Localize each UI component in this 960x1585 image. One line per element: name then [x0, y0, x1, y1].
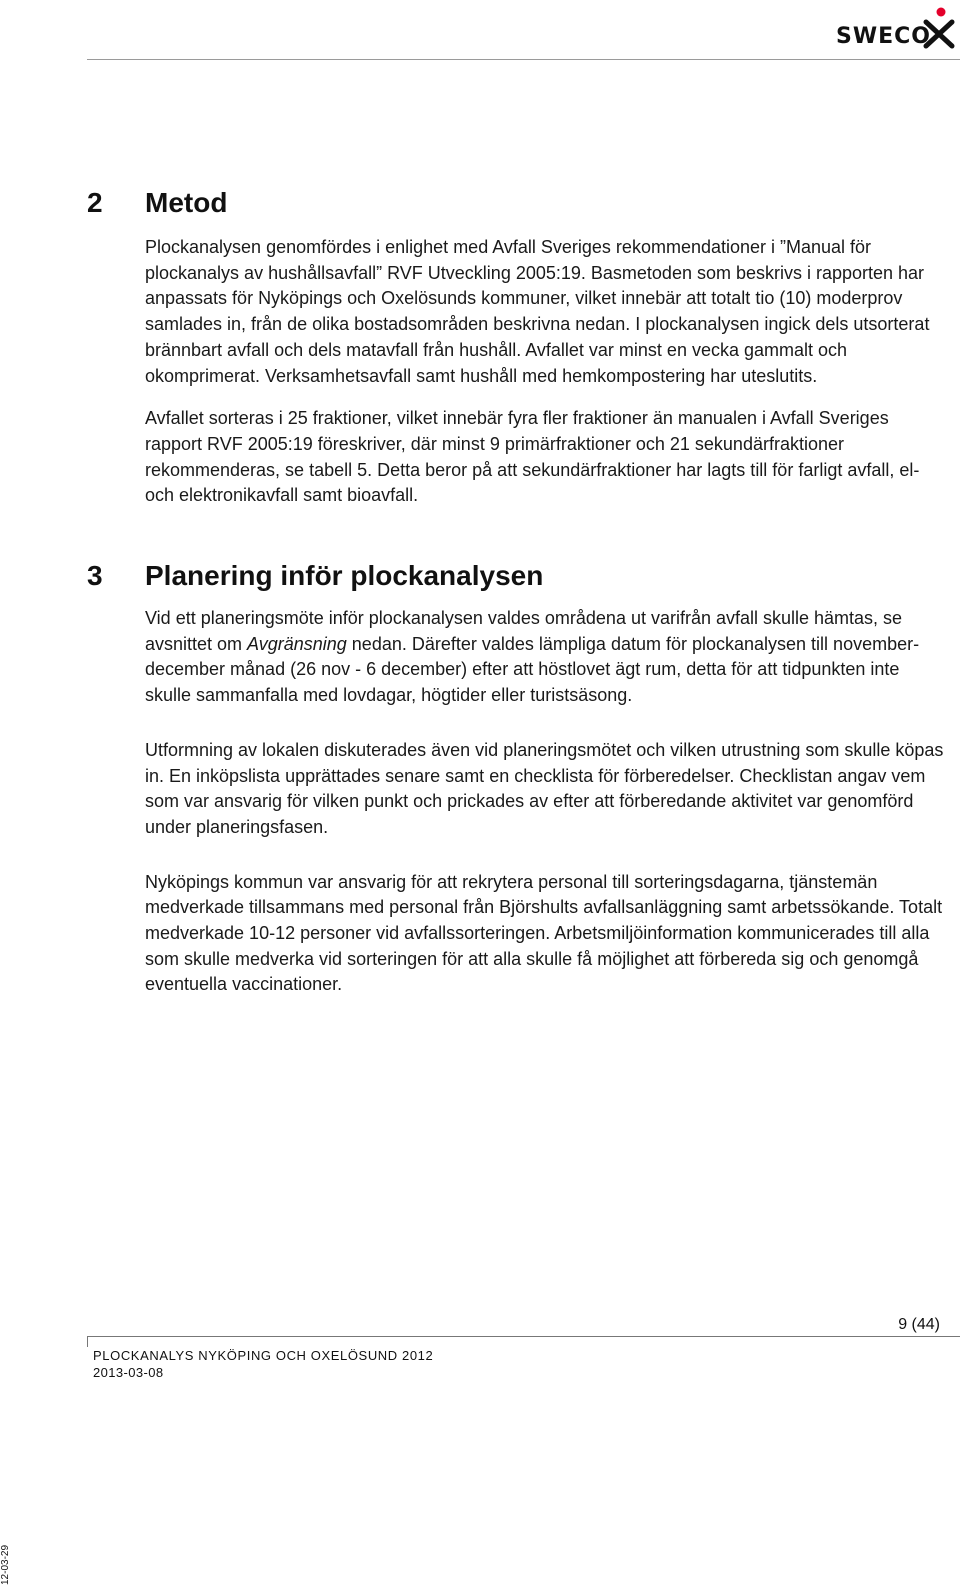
section-planering — [87, 560, 949, 1015]
paragraph: Utformning av lokalen diskuterades även vid planeringsmötet och vilken utrustning som skulle köpas in. En inköpslista upprättades senare samt en checklista för förberedelser. Checklistan angav vem som var ansvarig för vilken punkt och prickades av efter att förberedande aktivitet var genomförd under planeringsfasen. — [145, 739, 944, 837]
section-title: Planering inför plockanalysen — [145, 560, 544, 591]
paragraph: Avfallet sorteras i 25 fraktioner, vilket innebär fyra fler fraktioner än manualen i Avfall Sveriges rapport RVF 2005:19 föreskriver, där minst 9 primärfraktioner och 21 sekundärfraktioner rekommenderas, se tabell 5. Detta beror på att sekundärfraktioner har lagts till för farligt avfall, el- och elektronikavfall samt bioavfall. — [145, 408, 920, 506]
margin-date — [0, 1540, 12, 1585]
section-number: 2 — [87, 187, 103, 218]
sweco-logo — [830, 6, 956, 50]
italic-reference: Avgränsning — [247, 633, 347, 654]
footer-rule-tick — [87, 1336, 88, 1347]
paragraph: Plockanalysen genomfördes i enlighet med Avfall Sveriges rekommendationer i ”Manual för plockanalys av hushållsavfall” RVF Utveckling 2005:19. Basmetoden som beskrivs i rapporten har anpassats för Nyköpings och Oxelösunds kommuner, vilket innebär att totalt tio (10) moderprov samlades in, från de olika bostadsområden beskrivna nedan. I plockanalysen ingick dels utsorterat brännbart avfall och dels matavfall från hushåll. Avfallet var minst en vecka gammalt och okomprimerat. Verksamhetsavfall samt hushåll med hemkompostering har uteslutits. — [145, 237, 930, 386]
footer-rule — [87, 1336, 960, 1337]
page-number: 9 (44) — [898, 1316, 940, 1333]
text-run: nedan. Därefter valdes lämpliga datum för plockanalysen till november-december månad (26 nov - 6 december) efter att höstlovet ägt rum, detta för att tidpunkten inte skulle sammanfalla med lovdagar, högtider eller turistsäsong. — [145, 633, 920, 706]
margin-date-text: 12-03-29 — [0, 1544, 11, 1585]
section-heading — [87, 560, 949, 592]
paragraph: Nyköpings kommun var ansvarig för att rekrytera personal till sorteringsdagarna, tjänstemän medverkade tillsammans med personal från Björshults avfallsanläggning samt arbetssökande. Totalt medverkade 10-12 personer vid avfallssorteringen. Arbetsmiljöinformation kommunicerades till alla som skulle medverka vid sorteringen för att alla skulle få möjlighet att förbereda sig och genomgå eventuella vaccinationer. — [145, 871, 943, 995]
section-body — [145, 235, 949, 509]
section-heading — [87, 187, 949, 219]
section-metod — [87, 187, 949, 526]
section-title: Metod — [145, 187, 228, 218]
text-run: Vid ett planeringsmöte inför plockanalysen valdes områdena ut varifrån avfall skulle hämtas, se avsnittet om — [145, 608, 903, 654]
report-date: 2013-03-08 — [93, 1365, 164, 1380]
section-number: 3 — [87, 560, 103, 591]
header-rule — [87, 59, 960, 60]
section-body — [145, 606, 949, 998]
sweco-figure-icon — [922, 6, 956, 50]
paragraph — [145, 606, 949, 709]
logo-text: SWECO — [836, 24, 931, 49]
report-title: PLOCKANALYS NYKÖPING OCH OXELÖSUND 2012 — [93, 1348, 434, 1363]
